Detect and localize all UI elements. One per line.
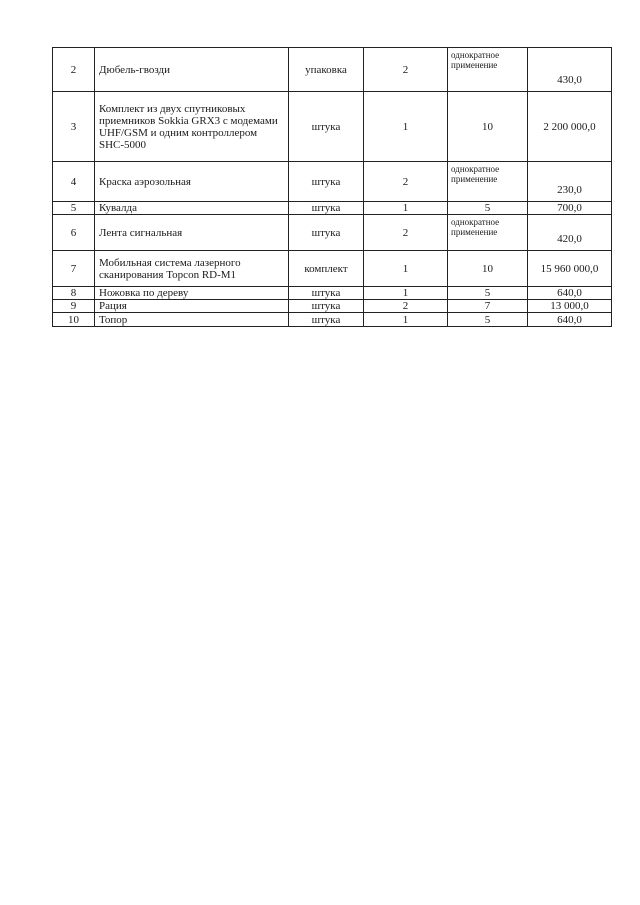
item-service-term: 10 [448,251,528,287]
item-unit: штука [289,162,364,202]
item-name: Комплект из двух спутниковых приемников Sokkia GRX3 с модемами UHF/GSM и одним контроллером SHC-5000 [95,92,289,162]
item-name: Ножовка по дереву [95,287,289,300]
row-number: 3 [53,92,95,162]
row-number: 4 [53,162,95,202]
table-row [53,162,612,202]
row-number: 10 [53,313,95,327]
item-price: 15 960 000,0 [528,251,612,287]
item-unit: штука [289,287,364,300]
item-quantity: 1 [364,202,448,215]
item-name: Краска аэрозольная [95,162,289,202]
item-price: 640,0 [528,313,612,327]
item-quantity: 2 [364,48,448,92]
item-quantity: 1 [364,287,448,300]
item-name: Рация [95,300,289,313]
item-quantity: 2 [364,162,448,202]
item-name: Кувалда [95,202,289,215]
item-unit: комплект [289,251,364,287]
item-name: Топор [95,313,289,327]
table-row [53,313,612,327]
item-service-term: 5 [448,202,528,215]
item-quantity: 1 [364,251,448,287]
item-service-term: однократное применение [448,162,528,202]
item-unit: штука [289,202,364,215]
item-unit: штука [289,92,364,162]
table-row [53,48,612,92]
item-quantity: 2 [364,215,448,251]
table-row [53,287,612,300]
item-price: 230,0 [528,162,612,202]
item-unit: штука [289,300,364,313]
item-name: Лента сигнальная [95,215,289,251]
item-quantity: 1 [364,313,448,327]
row-number: 6 [53,215,95,251]
row-number: 8 [53,287,95,300]
item-service-term: однократное применение [448,48,528,92]
item-name: Мобильная система лазерного сканирования Topcon RD-M1 [95,251,289,287]
item-unit: упаковка [289,48,364,92]
item-name: Дюбель-гвозди [95,48,289,92]
item-unit: штука [289,313,364,327]
item-service-term: 10 [448,92,528,162]
item-price: 13 000,0 [528,300,612,313]
table-row [53,300,612,313]
item-unit: штука [289,215,364,251]
row-number: 5 [53,202,95,215]
inventory-table [52,47,612,327]
row-number: 2 [53,48,95,92]
item-quantity: 2 [364,300,448,313]
row-number: 9 [53,300,95,313]
item-service-term: однократное применение [448,215,528,251]
item-price: 420,0 [528,215,612,251]
item-price: 2 200 000,0 [528,92,612,162]
table-row [53,215,612,251]
table-row [53,202,612,215]
item-service-term: 5 [448,313,528,327]
item-service-term: 5 [448,287,528,300]
item-quantity: 1 [364,92,448,162]
row-number: 7 [53,251,95,287]
table-row [53,92,612,162]
item-price: 430,0 [528,48,612,92]
item-price: 700,0 [528,202,612,215]
item-price: 640,0 [528,287,612,300]
table-row [53,251,612,287]
item-service-term: 7 [448,300,528,313]
